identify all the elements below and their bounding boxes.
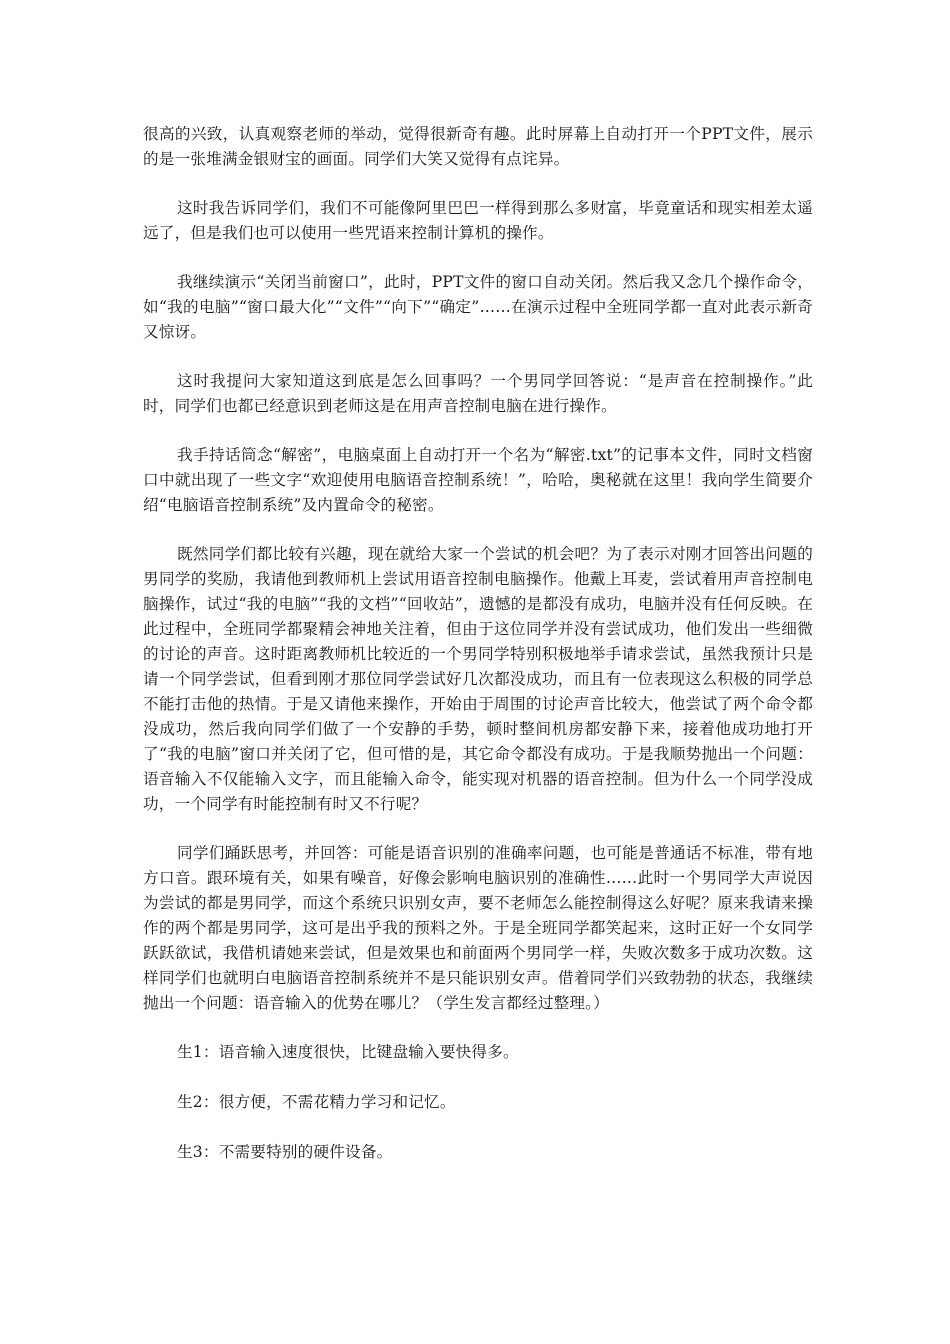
student-answer-2: 生2：很方便，不需花精力学习和记忆。 (177, 1093, 456, 1111)
paragraph: 很高的兴致，认真观察老师的举动，觉得很新奇有趣。此时屏幕上自动打开一个PPT文件，展示的是一张堆满金银财宝的画面。同学们大笑又觉得有点诧异。 (143, 125, 813, 168)
student-answer-1: 生1：语音输入速度很快，比键盘输入要快得多。 (177, 1043, 519, 1061)
paragraph: 这时我告诉同学们，我们不可能像阿里巴巴一样得到那么多财富，毕竟童话和现实相差太遥远了，但是我们也可以使用一些咒语来控制计算机的操作。 (143, 199, 813, 242)
paragraph: 同学们踊跃思考，并回答：可能是语音识别的准确率问题，也可能是普通话不标准，带有地方口音。跟环境有关，如果有噪音，好像会影响电脑识别的准确性……此时一个男同学大声说因为尝试的都是男同学，而这个系统只识别女声，要不老师怎么能控制得这么好呢？原来我请来操作的两个都是男同学，这可是出乎我的预料之外。于是全班同学都笑起来，这时正好一个女同学跃跃欲试，我借机请她来尝试，但是效果也和前面两个男同学一样，失败次数多于成功次数。这样同学们也就明白电脑语音控制系统并不是只能识别女声。借着同学们兴致勃勃的状态，我继续抛出一个问题：语音输入的优势在哪儿？（学生发言都经过整理。） (143, 844, 813, 1012)
paragraph: 这时我提问大家知道这到底是怎么回事吗？一个男同学回答说：“是声音在控制操作。”此时，同学们也都已经意识到老师这是在用声音控制电脑在进行操作。 (143, 372, 813, 415)
student-answer-3: 生3：不需要特别的硬件设备。 (177, 1143, 393, 1161)
document-body (143, 122, 813, 1190)
paragraph: 我手持话筒念“解密”，电脑桌面上自动打开一个名为“解密.txt”的记事本文件，同时文档窗口中就出现了一些文字“欢迎使用电脑语音控制系统！”，哈哈，奥秘就在这里！我向学生简要介绍“电脑语音控制系统”及内置命令的秘密。 (143, 446, 813, 514)
paragraph: 既然同学们都比较有兴趣，现在就给大家一个尝试的机会吧？为了表示对刚才回答出问题的男同学的奖励，我请他到教师机上尝试用语音控制电脑操作。他戴上耳麦，尝试着用声音控制电脑操作，试过“我的电脑”“我的文档”“回收站”，遗憾的是都没有成功，电脑并没有任何反映。在此过程中，全班同学都聚精会神地关注着，但由于这位同学并没有尝试成功，他们发出一些细微的讨论的声音。这时距离教师机比较近的一个男同学特别积极地举手请求尝试，虽然我预计只是请一个同学尝试，但看到刚才那位同学尝试好几次都没成功，而且有一位表现这么积极的同学总不能打击他的热情。于是又请他来操作，开始由于周围的讨论声音比较大，他尝试了两个命令都没成功，然后我向同学们做了一个安静的手势，顿时整间机房都安静下来，接着他成功地打开了“我的电脑”窗口并关闭了它，但可惜的是，其它命令都没有成功。于是我顺势抛出一个问题：语音输入不仅能输入文字，而且能输入命令，能实现对机器的语音控制。但为什么一个同学没成功，一个同学有时能控制有时又不行呢？ (143, 545, 813, 813)
paragraph: 我继续演示“关闭当前窗口”，此时，PPT文件的窗口自动关闭。然后我又念几个操作命令，如“我的电脑”“窗口最大化”“文件”“向下”“确定”……在演示过程中全班同学都一直对此表示新奇又惊讶。 (143, 273, 813, 341)
